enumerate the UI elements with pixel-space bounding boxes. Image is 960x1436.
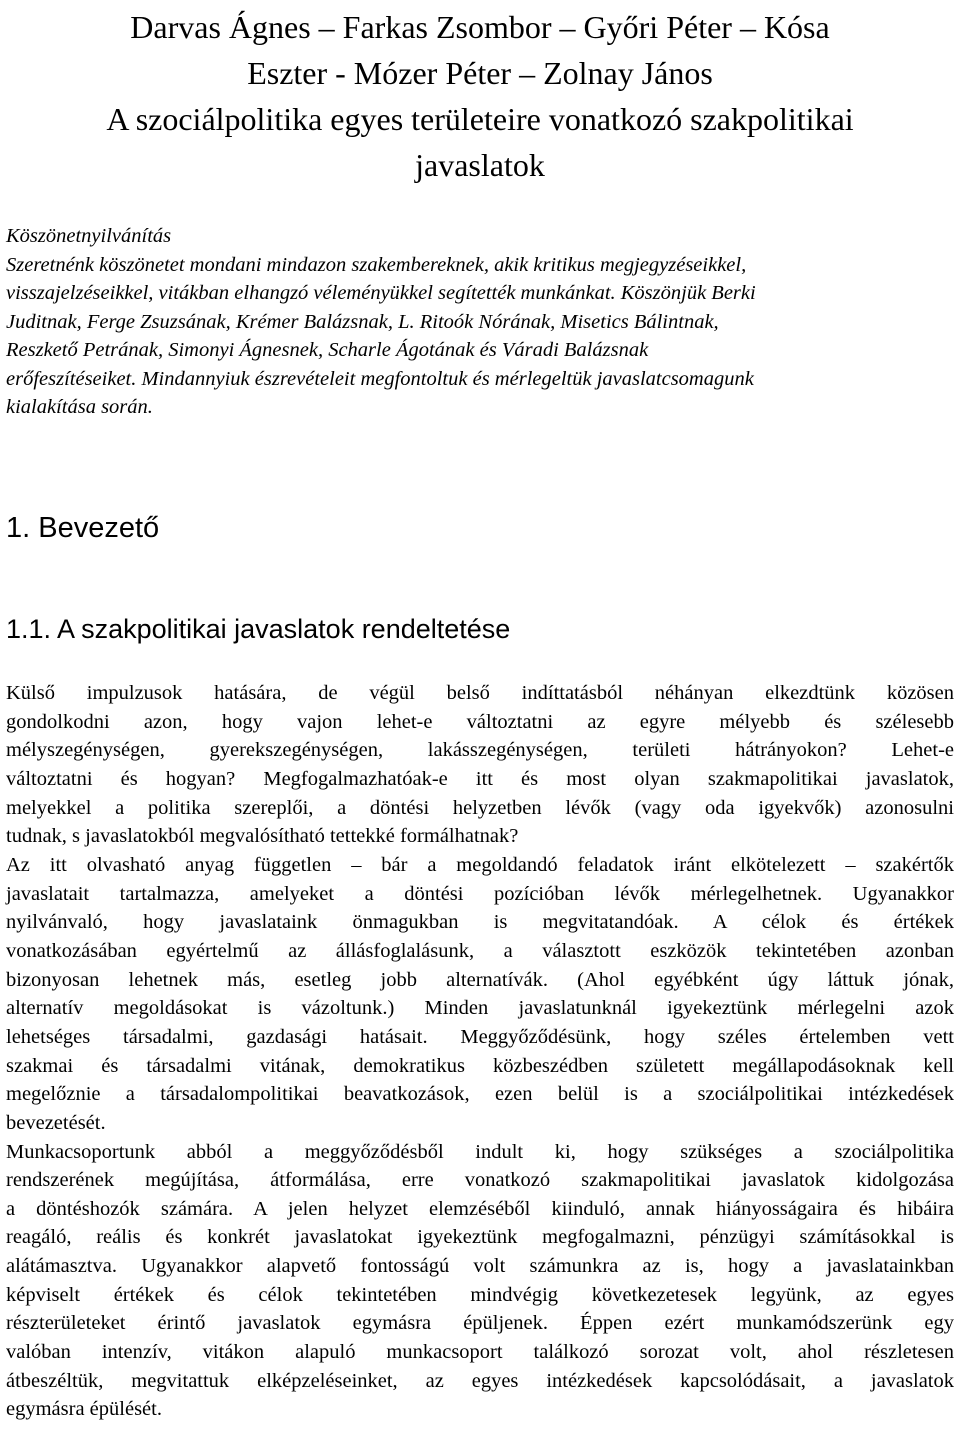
acknowledgement-line: Szeretnénk köszönetet mondani mindazon szakembereknek, akik kritikus megjegyzéseikkel, xyxy=(6,253,747,276)
title-line: Darvas Ágnes – Farkas Zsombor – Győri Péter – Kósa xyxy=(130,9,830,45)
body-line: Az itt olvasható anyag független – bár a megoldandó feladatok iránt elkötelezett – szakértők xyxy=(6,853,954,876)
body-line: melyekkel a politika szereplői, a döntési helyzetben lévők (vagy oda igyekvők) azonosulni xyxy=(6,796,954,819)
acknowledgement-line: Reszkető Petrának, Simonyi Ágnesnek, Scharle Ágotának és Váradi Balázsnak xyxy=(6,339,649,361)
body-line: reagáló, reális és konkrét javaslatokat igyekeztünk megfogalmazni, pénzügyi számításokkal is xyxy=(6,1226,954,1249)
body-line: rendszerének megújítása, átformálása, erre vonatkozó szakmapolitikai javaslatok kidolgozása xyxy=(6,1169,954,1192)
body-line: megelőznie a társadalompolitikai beavatkozások, ezen belül is a szociálpolitikai intézkedések xyxy=(6,1083,954,1106)
body-line: valóban intenzív, vitákon alapuló munkacsoport találkozó sorozat volt, ahol részletesen xyxy=(6,1341,954,1364)
body-line: Külső impulzusok hatására, de végül belső indíttatásból néhányan elkezdtünk közösen xyxy=(6,682,954,704)
title-line: A szociálpolitika egyes területeire vonatkozó szakpolitikai xyxy=(106,101,854,137)
body-line: vonatkozásában egyértelmű az állásfoglalásunk, a választott eszközök tekintetében azonban xyxy=(6,939,954,962)
title-line: Eszter - Mózer Péter – Zolnay János xyxy=(247,55,713,91)
body-line: változtatni és hogyan? Megfogalmazhatóak-e itt és most olyan szakmapolitikai javaslatok, xyxy=(6,767,954,790)
body-line: nyilvánvaló, hogy javaslataink önmagukban is megvitatandóak. A célok és értékek xyxy=(6,911,954,934)
document-title xyxy=(0,4,960,188)
body-line: mélyszegénységen, gyerekszegénységen, lakásszegénységen, területi hátrányokon? Lehet-e xyxy=(6,739,954,762)
acknowledgement-line: kialakítása során. xyxy=(6,396,153,418)
body-line: bizonyosan lehetnek más, esetleg jobb alternatívák. (Ahol egyébként úgy láttuk jónak, xyxy=(6,968,954,991)
body-line: szakmai és társadalmi vitának, demokratikus közbeszédben született megállapodásoknak kell xyxy=(6,1054,954,1077)
acknowledgement-line: Juditnak, Ferge Zsuzsának, Krémer Balázsnak, L. Ritoók Nórának, Misetics Bálintnak, xyxy=(6,310,719,333)
body-line: alátámasztva. Ugyanakkor alapvető fontosságú volt számunkra az is, hogy a javaslatainkban xyxy=(6,1255,954,1278)
body-line: egymásra épülését. xyxy=(6,1398,162,1421)
body-line: gondolkodni azon, hogy vajon lehet-e változtatni az egyre mélyebb és szélesebb xyxy=(6,710,954,733)
body-line: tudnak, s javaslatokból megvalósítható tettekké formálhatnak? xyxy=(6,825,519,848)
section-heading: 1. Bevezető xyxy=(6,512,160,544)
body-line: átbeszéltük, megvitattuk elképzeléseinket, az egyes intézkedések kapcsolódásait, a javaslatok xyxy=(6,1369,954,1392)
body-line: javaslatait tartalmazza, amelyeket a döntési pozícióban lévők mérlegelhetnek. Ugyanakkor xyxy=(6,882,954,905)
body-text xyxy=(6,679,954,1424)
body-line: alternatív megoldásokat is vázoltunk.) Minden javaslatunknál igyekeztünk mérlegelni azok xyxy=(6,997,954,1020)
acknowledgement-line: visszajelzéseikkel, vitákban elhangzó véleményükkel segítették munkánkat. Köszönjük Berki xyxy=(6,282,756,304)
acknowledgement-section xyxy=(6,222,926,422)
acknowledgement-line: erőfeszítéseiket. Mindannyiuk észrevételeit megfontoltuk és mérlegeltük javaslatcsomagunk xyxy=(6,367,754,390)
title-line: javaslatok xyxy=(415,147,545,183)
body-line: lehetséges társadalmi, gazdasági hatásait. Meggyőződésünk, hogy széles értelemben vett xyxy=(6,1025,954,1048)
body-line: a döntéshozók számára. A jelen helyzet elemzéséből kiinduló, annak hiányosságaira és hibáira xyxy=(6,1197,954,1220)
body-line: részterületeket érintő javaslatok egymásra épüljenek. Éppen ezért munkamódszerünk egy xyxy=(6,1312,954,1335)
body-line: bevezetését. xyxy=(6,1111,106,1134)
acknowledgement-heading: Köszönetnyilvánítás xyxy=(6,225,172,247)
body-line: képviselt értékek és célok tekintetében mindvégig következetesek legyünk, az egyes xyxy=(6,1283,954,1306)
subsection-heading: 1.1. A szakpolitikai javaslatok rendeltetése xyxy=(6,614,511,644)
body-line: Munkacsoportunk abból a meggyőződésből indult ki, hogy szükséges a szociálpolitika xyxy=(6,1140,954,1163)
